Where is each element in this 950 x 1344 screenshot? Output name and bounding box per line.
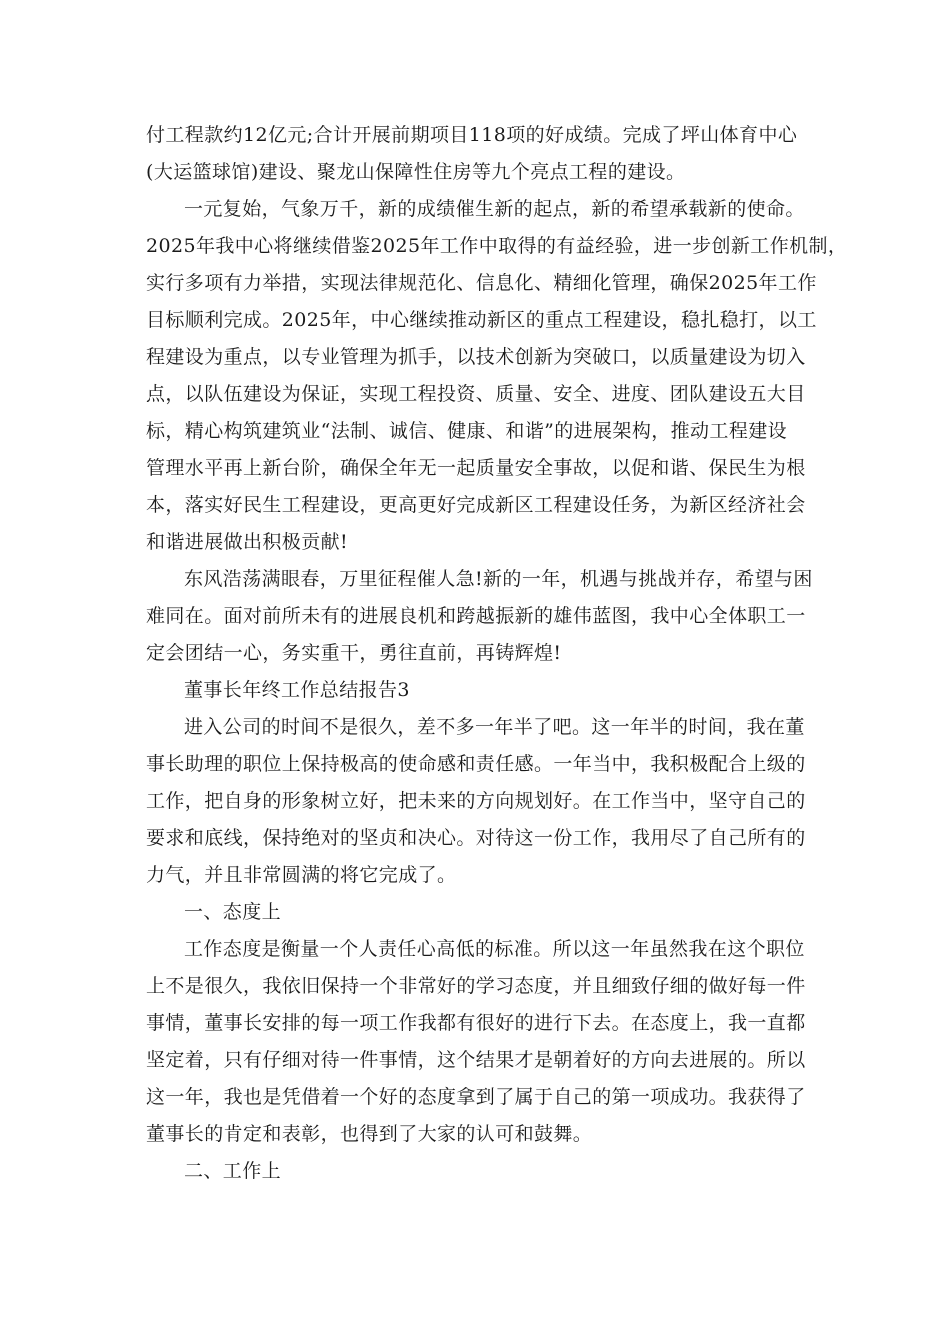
text-line: 2025年我中心将继续借鉴2025年工作中取得的有益经验，进一步创新工作机制，	[146, 235, 848, 257]
text-line: 定会团结一心，务实重干，勇往直前，再铸辉煌!	[146, 642, 562, 664]
text-line: 点，以队伍建设为保证，实现工程投资、质量、安全、进度、团队建设五大目	[146, 383, 806, 405]
text-line: 难同在。面对前所未有的进展良机和跨越振新的雄伟蓝图，我中心全体职工一	[146, 605, 806, 627]
paragraph-start-line: 东风浩荡满眼春，万里征程催人急!新的一年，机遇与挑战并存，希望与困	[184, 568, 813, 590]
paragraph-start-line: 一元复始，气象万千，新的成绩催生新的起点，新的希望承载新的使命。	[184, 198, 805, 220]
text-line: 实行多项有力举措，实现法律规范化、信息化、精细化管理，确保2025年工作	[146, 272, 817, 294]
text-line: 本，落实好民生工程建设，更高更好完成新区工程建设任务，为新区经济社会	[146, 494, 806, 516]
text-line: 事长助理的职位上保持极高的使命感和责任感。一年当中，我积极配合上级的	[146, 753, 806, 775]
text-line: 和谐进展做出积极贡献!	[146, 531, 349, 553]
text-line: 上不是很久，我依旧保持一个非常好的学习态度，并且细致仔细的做好每一件	[146, 975, 806, 997]
text-line: 标，精心构筑建筑业“法制、诚信、健康、和谐”的进展架构，推动工程建设	[146, 420, 788, 442]
paragraph-start-line: 进入公司的时间不是很久，差不多一年半了吧。这一年半的时间，我在董	[184, 716, 805, 738]
subsection-heading: 二、工作上	[184, 1160, 282, 1182]
text-line: 目标顺利完成。2025年，中心继续推动新区的重点工程建设，稳扎稳打，以工	[146, 309, 817, 331]
text-line: (大运篮球馆)建设、聚龙山保障性住房等九个亮点工程的建设。	[146, 161, 686, 183]
section-heading: 董事长年终工作总结报告3	[184, 679, 410, 701]
text-line: 事情，董事长安排的每一项工作我都有很好的进行下去。在态度上，我一直都	[146, 1012, 806, 1034]
text-line: 程建设为重点，以专业管理为抓手，以技术创新为突破口，以质量建设为切入	[146, 346, 806, 368]
text-line: 力气，并且非常圆满的将它完成了。	[146, 864, 457, 886]
text-line: 这一年，我也是凭借着一个好的态度拿到了属于自己的第一项成功。我获得了	[146, 1086, 806, 1108]
text-line: 坚定着，只有仔细对待一件事情，这个结果才是朝着好的方向去进展的。所以	[146, 1049, 806, 1071]
text-line: 管理水平再上新台阶，确保全年无一起质量安全事故，以促和谐、保民生为根	[146, 457, 806, 479]
text-line: 工作，把自身的形象树立好，把未来的方向规划好。在工作当中，坚守自己的	[146, 790, 806, 812]
text-line: 董事长的肯定和表彰，也得到了大家的认可和鼓舞。	[146, 1123, 593, 1145]
paragraph-start-line: 工作态度是衡量一个人责任心高低的标准。所以这一年虽然我在这个职位	[184, 938, 805, 960]
subsection-heading: 一、态度上	[184, 901, 282, 923]
text-line: 付工程款约12亿元;合计开展前期项目118项的好成绩。完成了坪山体育中心	[146, 124, 798, 146]
text-line: 要求和底线，保持绝对的坚贞和决心。对待这一份工作，我用尽了自己所有的	[146, 827, 806, 849]
